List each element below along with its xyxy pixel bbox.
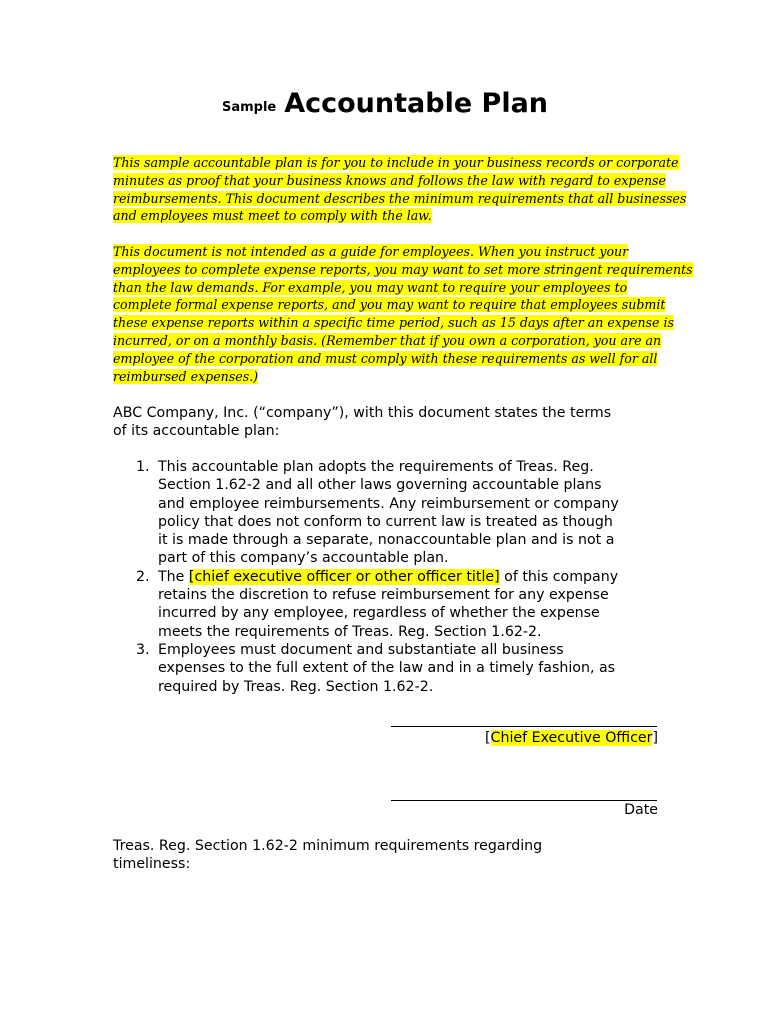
list-line: policy that does not conform to current law is treated as though <box>158 513 613 530</box>
list-line: incurred by any employee, regardless of whether the expense <box>158 605 600 622</box>
list-line: meets the requirements of Treas. Reg. Section 1.62-2. <box>158 623 542 640</box>
list-line: Employees must document and substantiate all business <box>158 641 564 658</box>
timeliness-heading <box>113 837 542 874</box>
plan-terms-list <box>113 458 673 696</box>
timeliness-line: Treas. Reg. Section 1.62-2 minimum requirements regarding <box>113 838 543 854</box>
list-line <box>158 568 673 586</box>
list-number: 3. <box>136 641 150 658</box>
list-line: Section 1.62-2 and all other laws governing accountable plans <box>158 477 602 494</box>
note-line: than the law demands. For example, you may want to require your employees to <box>113 279 628 295</box>
officer-signature-line <box>391 726 657 727</box>
document-title <box>0 88 770 119</box>
list-line: retains the discretion to refuse reimbursement for any expense <box>158 587 609 604</box>
list-item <box>113 458 673 568</box>
list-text: The <box>158 568 189 585</box>
list-line: it is made through a separate, nonaccountable plan and is not a <box>158 532 615 549</box>
officer-name-placeholder: Chief Executive Officer <box>490 730 653 746</box>
list-line: and employee reimbursements. Any reimbursement or company <box>158 495 619 512</box>
intro-line: of its accountable plan: <box>113 423 280 440</box>
timeliness-line: timeliness: <box>113 856 191 873</box>
list-line: part of this company’s accountable plan. <box>158 550 449 567</box>
date-signature-line <box>391 800 657 801</box>
note-line: complete formal expense reports, and you may want to require that employees submit <box>113 297 666 313</box>
note-line: these expense reports within a specific time period, such as 15 days after an expense is <box>113 315 674 331</box>
intro-line: ABC Company, Inc. (“company”), with this document states the terms <box>113 405 612 421</box>
list-line: expenses to the full extent of the law and in a timely fashion, as <box>158 660 616 677</box>
list-item <box>113 641 673 696</box>
note-line: and employees must meet to comply with the law. <box>113 208 432 224</box>
list-line: required by Treas. Reg. Section 1.62-2. <box>158 678 434 695</box>
list-number: 1. <box>136 459 150 475</box>
note-line: employee of the corporation and must comply with these requirements as well for all <box>113 350 658 366</box>
title-main: Accountable Plan <box>284 88 549 119</box>
title-sample-word: Sample <box>221 100 277 115</box>
note-line: This sample accountable plan is for you to include in your business records or corporate <box>113 155 679 170</box>
instruction-note-2 <box>113 243 693 385</box>
list-text: of this company <box>499 568 619 585</box>
list-number: 2. <box>136 568 150 585</box>
note-line: minutes as proof that your business knows and follows the law with regard to expense <box>113 172 666 188</box>
note-line: reimbursed expenses.) <box>113 368 259 384</box>
note-line: reimbursements. This document describes the minimum requirements that all businesses <box>113 190 687 206</box>
instruction-note-1 <box>113 154 687 225</box>
officer-signature-label: [Chief Executive Officer] <box>485 730 658 746</box>
list-item <box>113 568 673 641</box>
note-line: incurred, or on a monthly basis. (Remember that if you own a corporation, you are an <box>113 332 662 348</box>
officer-title-placeholder: [chief executive officer or other officer title] <box>188 568 500 585</box>
note-line: employees to complete expense reports, you may want to set more stringent requirements <box>113 261 693 277</box>
list-line: This accountable plan adopts the requirements of Treas. Reg. <box>158 459 594 475</box>
date-label: Date <box>624 802 658 818</box>
intro-paragraph <box>113 404 611 441</box>
note-line: This document is not intended as a guide for employees. When you instruct your <box>113 244 629 259</box>
